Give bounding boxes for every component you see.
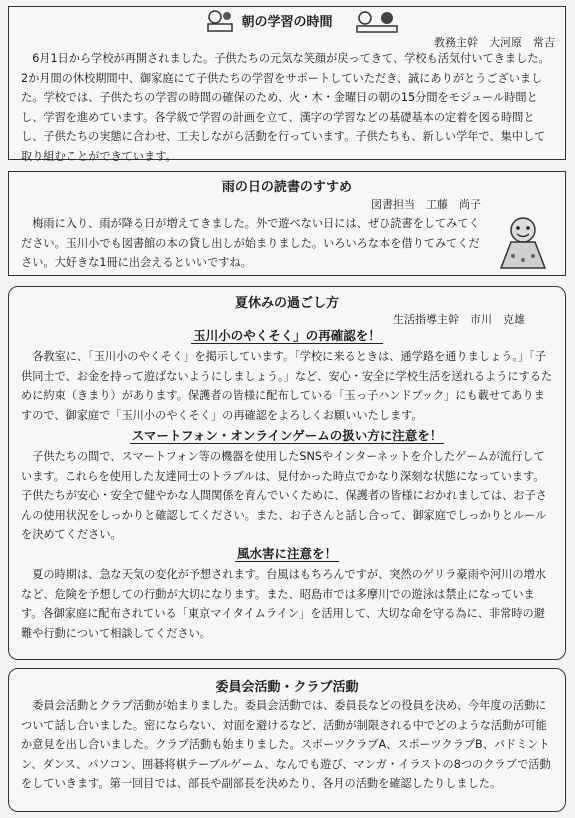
section-author: 図書担当 工藤 尚子 [371,198,481,211]
section-body: 子供たちの間で、スマートフォン等の機器を使用したSNSやインターネットを介したゲームが流行しています。これらを使用した友達同士のトラブルは、見付かった時点でかなり深刻な状態になっています。子供たちが安心・安全で健やかな人間関係を育んでいくために、保護者の皆様におかれましては、お子さんの使用状況をしっかりと確認してください。また、お子さんと話し合って、御家庭でしっかりとルールを決めてください。 [21,450,547,541]
section-author: 教務主幹 大河原 常吉 [434,36,555,49]
section-body: 6月1日から学校が再開されました。子供たちの元気な笑顔が戻ってきて、学校も活気付いてきました。2か月間の休校期間中、御家庭にて子供たちの学習をサポートしていただき、誠にありがとうございました。学校では、子供たちの学習の時間の確保のため、火・木・金曜日の朝の15分間をモジュール時間とし、学習を進めています。各学級で学習の計画を立て、漢字の学習などの基礎基本の定着を図る時間とし、子供たちの実態に合わせ、工夫しながら活動を行っています。子供たちも、新しい学年で、集中して取り組むことができています。 [21,52,550,163]
subheading-storm [9,544,565,562]
section-rainy-day-reading [8,171,566,276]
section-title: 雨の日の読書のすすめ [221,180,353,195]
section-committee-club [8,668,566,812]
subheading-smartphone [9,426,565,444]
section-morning-study [8,6,566,163]
desk-illustration-icon [355,9,399,35]
subheading-text: スマートフォン・オンラインゲームの扱い方に注意を！ [131,428,443,443]
section-body: 委員会活動とクラブ活動が始まりました。委員会活動では、委員長などの役員を決め、今年度の活動について話し合いました。密にならない、対面を避けるなど、活動が制限される中でどのような活動が可能か意見を出し合いました。クラブ活動も始まりました。スポーツクラブA、スポーツクラブB、バドミントン、ダンス、パソコン、囲碁将棋テーブルゲーム、なんでも遊び、マンガ・イラストの8つのクラブで活動をしていきます。第一回目では、部長や副部長を決めたり、各月の活動を確認したりしました。 [21,699,551,790]
teru-teru-bozu-icon [493,212,553,272]
subheading-school-rules [9,326,565,344]
section-body: 梅雨に入り、雨が降る日が増えてきました。外で遊べない日には、ぜひ読書をしてみてください。玉川小でも図書館の本の貸し出しが始まりました。いろいろな本を借りてみてください。大好きな1冊に出会えるといいですね。 [21,217,480,269]
subheading-text: 風水害に注意を！ [236,546,337,561]
section-body: 各教室に、「玉川小のやくそく」を掲示しています。「学校に来るときは、通学路を通りましょう。」「子供同士で、お金を持って遊ばないようにしましょう。」など、安心・安全に学校生活を送れるようにするために約束（きまり）があります。保護者の皆様に配布している「玉っ子ハンドブック」にも載せてありますので、御家庭で「玉川小のやくそく」の再確認をよろしくお願いいたします。 [21,350,553,422]
section-author: 生活指導主幹 市川 克雄 [393,313,525,326]
section-title: 夏休みの過ごし方 [234,296,339,311]
section-title: 朝の学習の時間 [241,15,333,30]
section-summer-vacation [8,286,566,660]
section-body: 夏の時期は、急な天気の変化が予想されます。台風はもちろんですが、突然のゲリラ豪雨や河川の増水など、危険を予想しての行動が大切になります。また、昭島市では多摩川での遊泳は禁止になっています。各御家庭に配布されている「東京マイタイムライン」を活用して、大切な命を守る為に、非常時の避難や行動について相談してください。 [21,568,546,640]
section-title: 委員会活動・クラブ活動 [215,680,359,695]
subheading-text: 玉川小のやくそく」の再確認を！ [193,328,381,343]
